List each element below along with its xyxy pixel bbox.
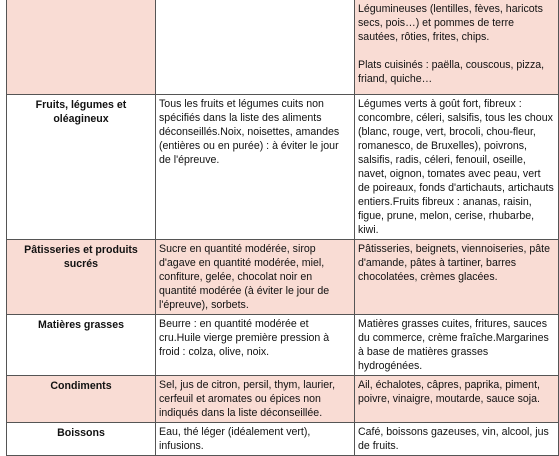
- allowed-cell: [156, 95, 355, 240]
- allowed-text: Eau, thé léger (idéalement vert), infusions.: [159, 426, 311, 452]
- category-cell: [7, 423, 156, 456]
- category-label: Boissons: [57, 427, 105, 439]
- forbidden-text: Légumineuses (lentilles, fèves, haricots secs, pois…) et pommes de terre sautées, rôties, frites, chips.: [358, 3, 543, 43]
- allowed-cell: [156, 376, 355, 423]
- table-row: [7, 315, 559, 376]
- category-cell: [7, 0, 156, 95]
- allowed-text: Beurre : en quantité modérée et cru.Huile vierge première pression à froid : colza, olive, noix.: [159, 318, 330, 358]
- category-cell: [7, 95, 156, 240]
- allowed-text: Sucre en quantité modérée, sirop d'agave en quantité modérée, miel, confiture, gelée, chocolat noir en quantité modérée (à éviter le jour de l'épreuve), sorbets.: [159, 243, 330, 311]
- allowed-cell: [156, 0, 355, 95]
- table-row: [7, 240, 559, 315]
- diet-table: [6, 0, 559, 456]
- category-label: Matières grasses: [38, 319, 124, 331]
- category-cell: [7, 315, 156, 376]
- forbidden-cell: [355, 376, 559, 423]
- allowed-cell: [156, 240, 355, 315]
- category-label: Fruits, légumes et oléagineux: [35, 99, 127, 125]
- category-cell: [7, 376, 156, 423]
- forbidden-text: Matières grasses cuites, fritures, sauces du commerce, crème fraîche.Margarines à base de matières grasses hydrogénées.: [358, 318, 549, 372]
- forbidden-cell: [355, 315, 559, 376]
- table-row: [7, 0, 559, 95]
- table-row: [7, 423, 559, 456]
- forbidden-cell: [355, 95, 559, 240]
- allowed-cell: [156, 315, 355, 376]
- forbidden-text: Légumes verts à goût fort, fibreux : concombre, céleri, salsifis, tous les choux (blanc, rouge, vert, brocoli, chou-fleur, romanesco, de Bruxelles), poivrons, salsifis, radis, céleri, fenouil, oseille, navet, oignon, tomates avec peau, vert de poireaux, fonds d'artichauts, artichauts entiers.Fruits fibreux : ananas, raisin, figue, prune, melon, cerise, rhubarbe, kiwi.: [358, 98, 554, 236]
- table-row: [7, 95, 559, 240]
- forbidden-cell: [355, 0, 559, 95]
- forbidden-text: Café, boissons gazeuses, vin, alcool, jus de fruits.: [358, 426, 549, 452]
- allowed-text: Sel, jus de citron, persil, thym, laurier, cerfeuil et aromates ou épices non indiqués dans la liste déconseillée.: [159, 379, 336, 419]
- category-cell: [7, 240, 156, 315]
- table-row: [7, 376, 559, 423]
- forbidden-text: Ail, échalotes, câpres, paprika, piment, poivre, vinaigre, moutarde, sauce soja.: [358, 379, 540, 405]
- forbidden-text: Pâtisseries, beignets, viennoiseries, pâte d'amande, pâtes à tartiner, barres chocolatées, crèmes glacées.: [358, 243, 550, 283]
- forbidden-cell: [355, 423, 559, 456]
- allowed-cell: [156, 423, 355, 456]
- forbidden-cell: [355, 240, 559, 315]
- allowed-text: Tous les fruits et légumes cuits non spécifiés dans la liste des aliments déconseillés.Noix, noisettes, amandes (entières ou en purée) : à éviter le jour de l'épreuve.: [159, 98, 340, 166]
- category-label: Pâtisseries et produits sucrés: [24, 244, 138, 270]
- category-label: Condiments: [50, 380, 112, 392]
- forbidden-text: Plats cuisinés : paëlla, couscous, pizza, friand, quiche…: [358, 59, 545, 85]
